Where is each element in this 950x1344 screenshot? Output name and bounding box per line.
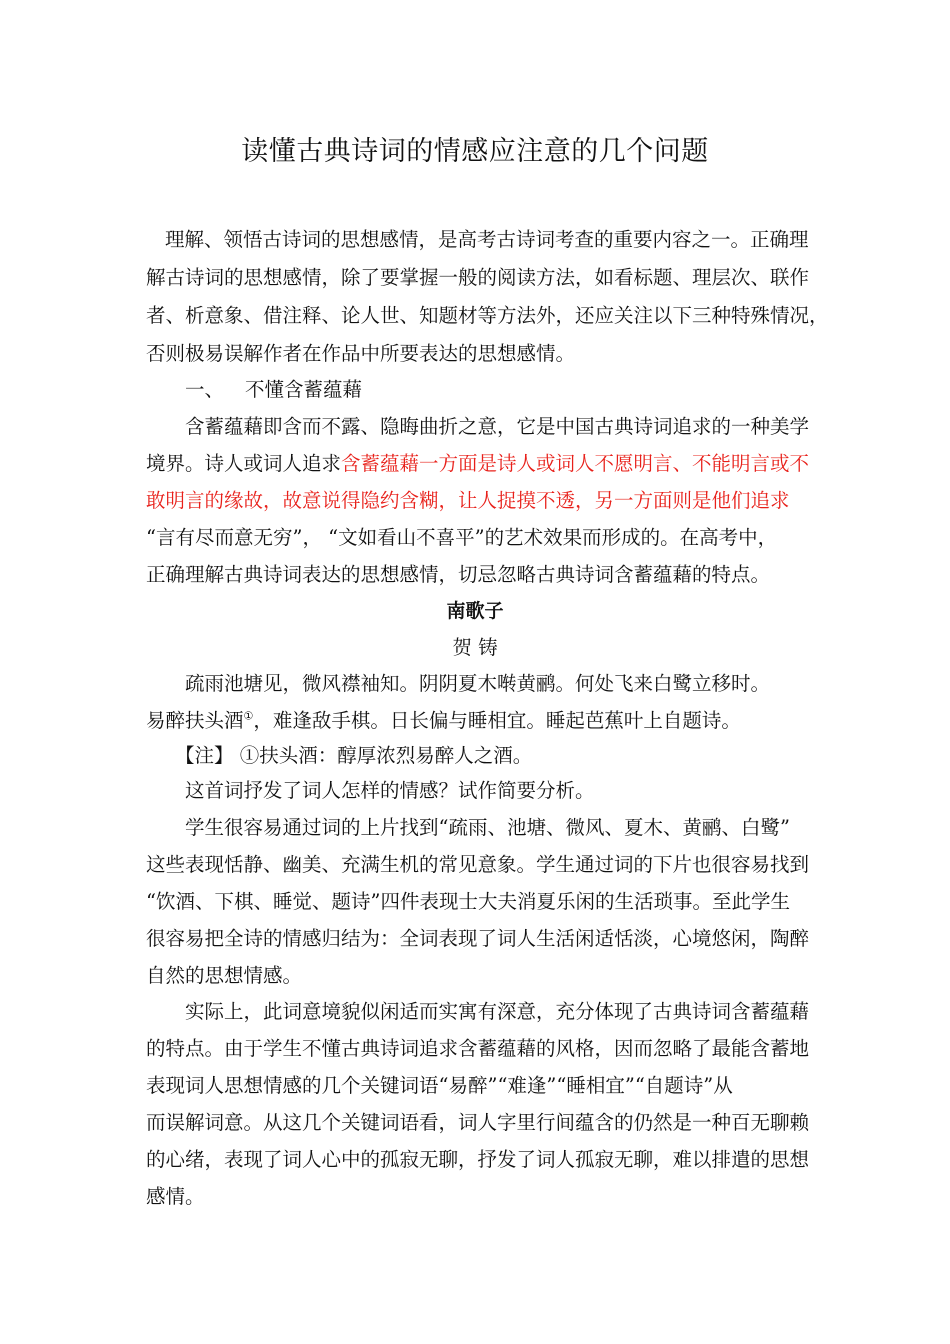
para2-line-3: “饮酒、下棋、睡觉、题诗”四件表现士大夫消夏乐闲的生活琐事。至此学生 (146, 890, 790, 913)
para1-line-2-highlight: 含蓄蕴藉一方面是诗人或词人不愿明言、不能明言或不 (341, 452, 810, 475)
poem-line-2a: 易醉扶头酒 (146, 709, 244, 732)
intro-line-3: 者、析意象、借注释、论人世、知题材等方法外，还应关注以下三种特殊情况， (146, 304, 829, 327)
poem-question: 这首词抒发了词人怎样的情感？试作简要分析。 (185, 779, 595, 802)
para2-line-2: 这些表现恬静、幽美、充满生机的常见意象。学生通过词的下片也很容易找到 (146, 853, 810, 876)
intro-line-1: 理解、领悟古诗词的思想感情，是高考古诗词考查的重要内容之一。正确理 (165, 228, 809, 251)
para1-line-2 (146, 451, 809, 477)
document-title: 读懂古典诗词的情感应注意的几个问题 (241, 136, 709, 167)
para3-line-5: 的心绪，表现了词人心中的孤寂无聊，抒发了词人孤寂无聊，难以排遣的思想 (146, 1148, 810, 1171)
para2-line-5: 自然的思想情感。 (146, 964, 303, 987)
poem-author: 贺 铸 (452, 636, 498, 659)
para1-line-5: 正确理解古典诗词表达的思想感情，切忌忽略古典诗词含蓄蕴藉的特点。 (146, 563, 771, 586)
intro-line-4: 否则极易误解作者在作品中所要表达的思想感情。 (146, 342, 576, 365)
para3-line-1: 实际上，此词意境貌似闲适而实寓有深意，充分体现了古典诗词含蓄蕴藉 (185, 1000, 810, 1023)
poem-line-2 (146, 708, 741, 734)
poem-line-1: 疏雨池塘见，微风襟袖知。阴阴夏木啭黄鹂。何处飞来白鹭立移时。 (185, 672, 771, 695)
para3-line-3: 表现词人思想情感的几个关键词语“易醉”“难逢”“睡相宜”“自题诗”从 (146, 1074, 733, 1097)
section-number: 一、 (185, 378, 225, 401)
para1-line-3-highlight: 敢明言的缘故，故意说得隐约含糊，让人捉摸不透，另一方面则是他们追求 (146, 489, 790, 512)
para3-line-4: 而误解词意。从这几个关键词语看，词人字里行间蕴含的仍然是一种百无聊赖 (146, 1111, 810, 1134)
para2-line-1: 学生很容易通过词的上片找到“疏雨、池塘、微风、夏木、黄鹂、白鹭” (185, 816, 790, 839)
para1-line-4: “言有尽而意无穷”， “文如看山不喜平”的艺术效果而形成的。在高考中， (146, 526, 778, 549)
para1-line-1: 含蓄蕴藉即含而不露、隐晦曲折之意，它是中国古典诗词追求的一种美学 (185, 415, 810, 438)
intro-line-2: 解古诗词的思想感情，除了要掌握一般的阅读方法，如看标题、理层次、联作 (146, 266, 810, 289)
section-heading: 不懂含蓄蕴藉 (245, 378, 363, 401)
para3-line-6: 感情。 (146, 1185, 205, 1208)
para3-line-2: 的特点。由于学生不懂古典诗词追求含蓄蕴藉的风格，因而忽略了最能含蓄地 (146, 1037, 810, 1060)
poem-title: 南歌子 (446, 600, 504, 622)
para1-line-2-plain: 境界。诗人或词人追求 (146, 452, 342, 475)
para2-line-4: 很容易把全诗的情感归结为：全词表现了词人生活闲适恬淡，心境悠闲，陶醉 (146, 927, 810, 950)
poem-note: 【注】 ①扶头酒：醇厚浓烈易醉人之酒。 (175, 744, 533, 767)
footnote-marker: ① (243, 709, 254, 723)
poem-line-2b: ，难逢敌手棋。日长偏与睡相宜。睡起芭蕉叶上自题诗。 (253, 709, 741, 732)
